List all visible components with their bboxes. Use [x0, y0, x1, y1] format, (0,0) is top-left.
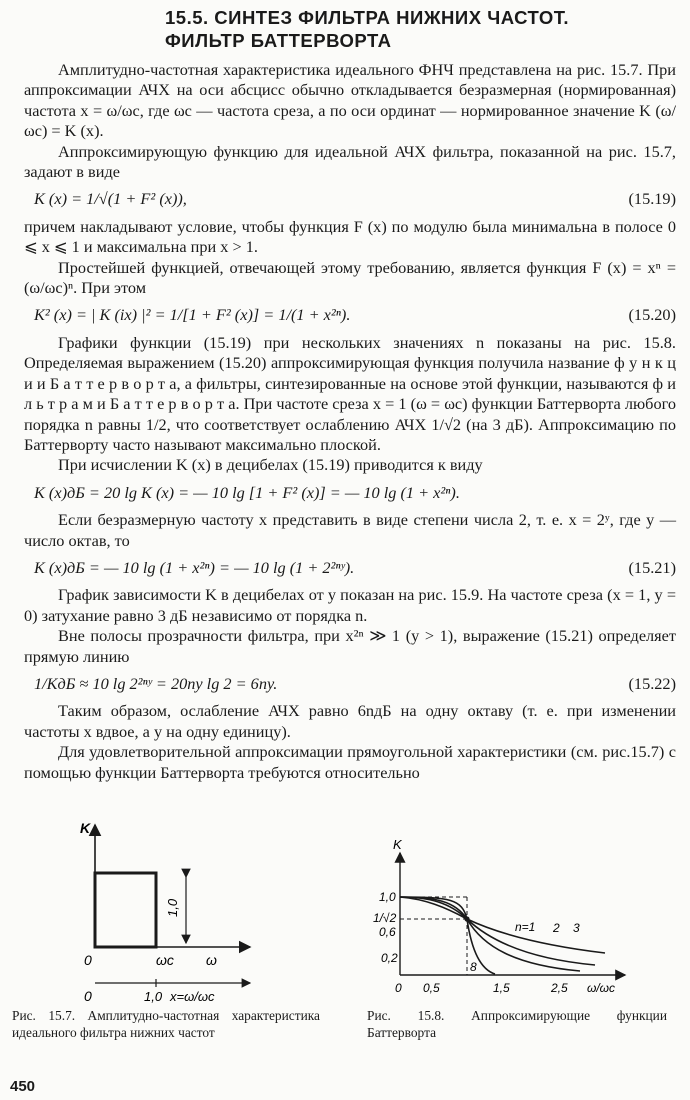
cutoff-point: [464, 916, 469, 921]
formula-number: (15.20): [628, 305, 676, 325]
formula-15-21: [24, 558, 676, 578]
x-tick-label: 2,5: [551, 981, 568, 995]
x-axis-label: ω/ωc: [587, 981, 616, 995]
figure-15-7-caption: Рис. 15.7. Амплитудно-частотная характеристика идеального фильтра нижних частот: [12, 1008, 320, 1040]
formula-db: [24, 483, 676, 503]
y-axis-label: K: [393, 837, 402, 852]
paragraph: Таким образом, ослабление АЧХ равно 6nдБ на одну октаву (т. е. при изменении частоты x вдвое, а y на одну единицу).: [24, 701, 676, 741]
figure-15-8: [365, 835, 655, 1035]
formula-number: (15.21): [628, 557, 676, 577]
paragraph: График зависимости K в децибелах от y показан на рис. 15.9. На частоте среза (x = 1, y = 0) затухание равно 3 дБ независимо от порядка n.: [24, 585, 676, 625]
paragraph: причем накладывают условие, чтобы функция F (x) по модулю была минимальна в полосе 0 ⩽ x ⩽ 1 и максимальна при x > 1.: [24, 216, 676, 257]
y-axis-label: K: [80, 820, 91, 836]
x-tick-label: 1,0: [144, 989, 163, 1004]
body-text: [24, 60, 676, 783]
ideal-response: [95, 873, 156, 947]
x-axis-label: x=ω/ωc: [170, 989, 215, 1004]
paragraph: Амплитудно-частотная характеристика идеального ФНЧ представлена на рис. 15.7. При аппроксимации АЧХ на оси абсцисс обычно откладывается безразмерная (нормированная) частота x = ω/ωc, где ωc — частота среза, а по оси ординат — нормированное значение K (ω/ωc) = K (x).: [24, 60, 676, 141]
formula-text: K (x)дБ = 20 lg K (x) = — 10 lg [1 + F² (x)] = — 10 lg (1 + x²ⁿ).: [34, 482, 460, 502]
x-tick-label: 0,5: [423, 981, 440, 995]
x-tick-label: 1,5: [493, 981, 510, 995]
curve-label-n8: 8: [470, 960, 477, 974]
paragraph: Простейшей функцией, отвечающей этому требованию, является функция F (x) = xⁿ = (ω/ωc)ⁿ. При этом: [24, 257, 676, 298]
paragraph: Аппроксимирующую функцию для идеальной АЧХ фильтра, показанной на рис. 15.7, задают в виде: [24, 141, 676, 182]
origin-label-2: 0: [84, 988, 92, 1004]
height-label: 1,0: [165, 898, 180, 917]
page-number: 450: [10, 1078, 36, 1095]
formula-text: 1/KдБ ≈ 10 lg 2²ⁿʸ = 20ny lg 2 = 6ny.: [34, 673, 278, 693]
y-tick-label: 0,6: [379, 925, 396, 939]
paragraph: При исчислении K (x) в децибелах (15.19) приводится к виду: [58, 455, 483, 475]
section-heading: [165, 6, 645, 52]
curve-label-n2: 2: [553, 921, 560, 935]
paragraph: Графики функции (15.19) при нескольких значениях n показаны на рис. 15.8. Определяемая выражением (15.20) аппроксимирующая функция получила название ф у н к ц и и Б а т т е р в о р т а, а фильтры, синтезированные на основе этой функции, называются ф и л ь т р а м и Б а т т е р в о р т а. При частоте среза x = 1 (ω = ωc) функции Баттерворта любого порядка n равны 1/2, что соответствует ослаблению АЧХ 1/√2 (на 3 дБ). Аппроксимацию по Баттерворту часто называют максимально плоской.: [24, 332, 676, 454]
formula-text: K (x)дБ = — 10 lg (1 + x²ⁿ) = — 10 lg (1 + 2²ⁿʸ).: [34, 557, 355, 577]
figure-15-7: [60, 815, 330, 1015]
paragraph: Если безразмерную частоту x представить в виде степени числа 2, т. е. x = 2ʸ, где y — число октав, то: [24, 510, 676, 550]
y-tick-label: 1,0: [379, 890, 396, 904]
formula-15-22: [24, 674, 676, 694]
curve-label-n1: n=1: [515, 920, 536, 934]
curve-label-n3: 3: [573, 921, 580, 935]
origin-label: 0: [84, 952, 92, 968]
formula-text: K² (x) = | K (ix) |² = 1/[1 + F² (x)] = 1/(1 + x²ⁿ).: [34, 305, 351, 325]
figure-15-8-caption: Рис. 15.8. Аппроксимирующие функции Баттерворта: [367, 1008, 667, 1040]
x-tick-label: 0: [395, 981, 402, 995]
y-tick-label: 0,2: [381, 951, 398, 965]
heading-line-1: 15.5. СИНТЕЗ ФИЛЬТРА НИЖНИХ ЧАСТОТ.: [165, 7, 570, 28]
heading-line-2: ФИЛЬТР БАТТЕРВОРТА: [165, 30, 392, 51]
formula-text: K (x) = 1/√(1 + F² (x)),: [34, 189, 187, 209]
y-tick-label: 1/√2: [373, 911, 397, 925]
formula-15-20: [24, 305, 676, 325]
paragraph: Для удовлетворительной аппроксимации прямоугольной характеристики (см. рис.15.7) с помощью функции Баттерворта требуются относительно: [24, 742, 676, 782]
paragraph: Вне полосы прозрачности фильтра, при x²ⁿ ≫ 1 (y > 1), выражение (15.21) определяет прямую линию: [24, 626, 676, 666]
cutoff-label: ωc: [156, 952, 174, 968]
figures-area: [0, 815, 690, 1055]
omega-label: ω: [206, 952, 217, 968]
formula-number: (15.19): [628, 189, 676, 209]
formula-15-19: [24, 189, 676, 209]
formula-number: (15.22): [628, 673, 676, 693]
